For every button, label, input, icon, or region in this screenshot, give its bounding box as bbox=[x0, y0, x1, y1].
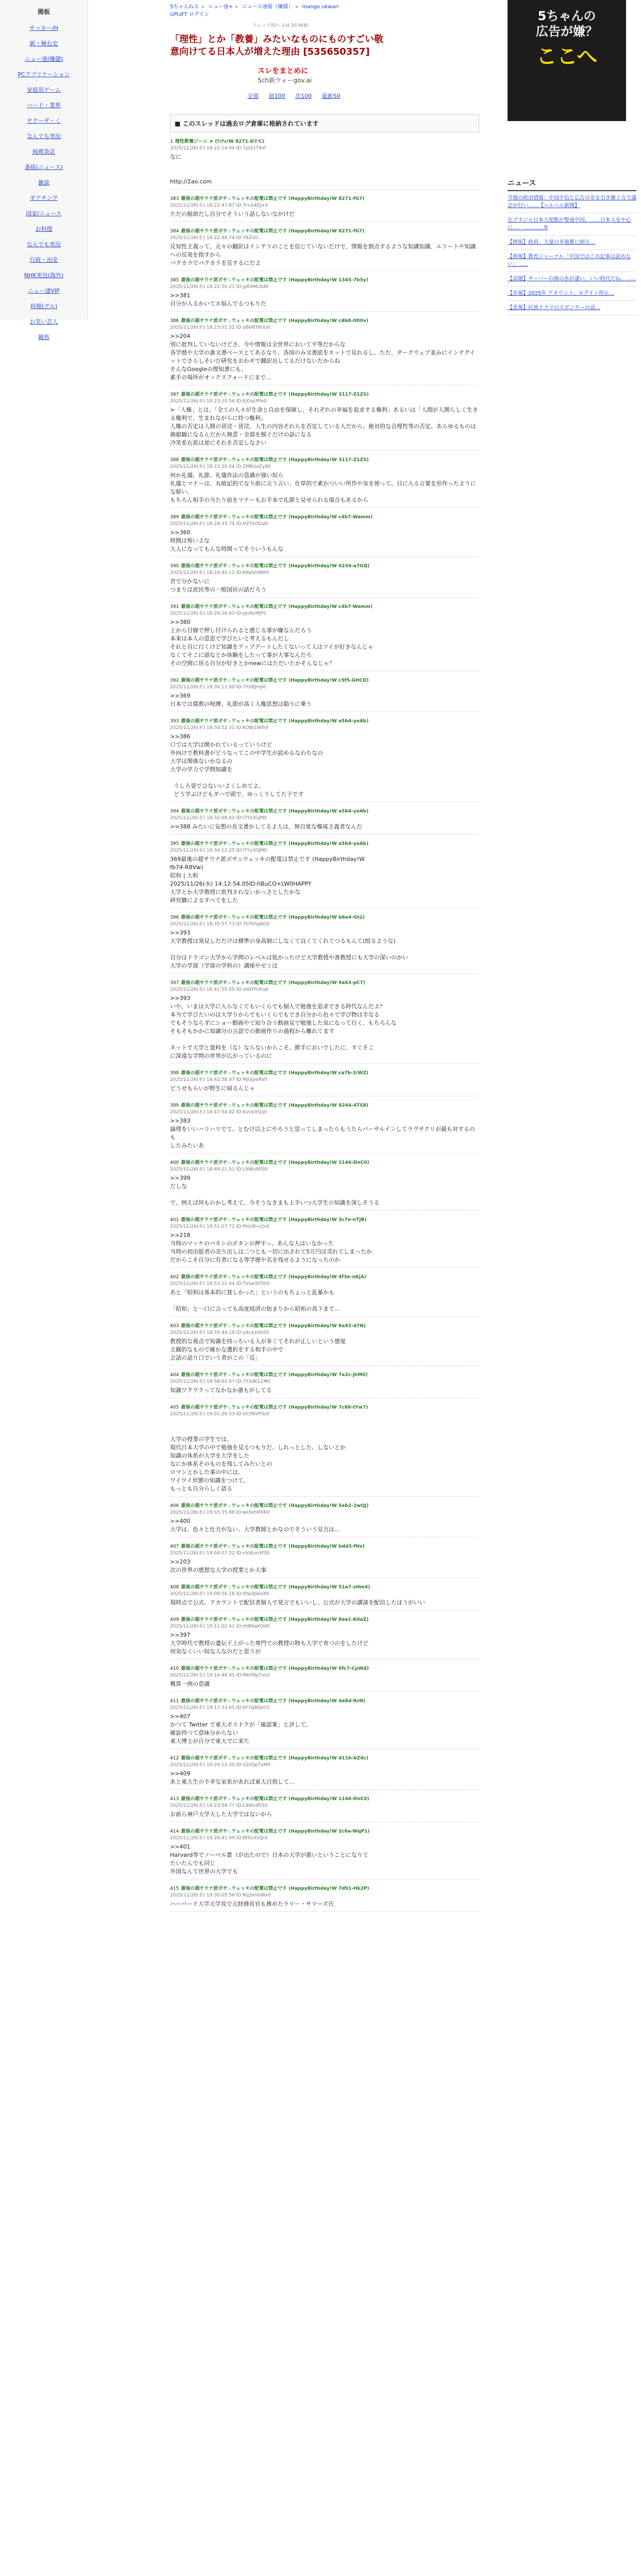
post bbox=[170, 1827, 479, 1879]
post-body: >>401 Harvard等でノーベル賞（が出たので）日本の大学が悪いということになりて たいたんでも同じ 外国なんて世界の大学でも bbox=[170, 1843, 368, 1875]
post bbox=[170, 1543, 479, 1578]
post bbox=[170, 603, 479, 671]
post-author: 最後の超サウナ派ボサ♨ウェッキの配電は禁止です (HappyBirthday!W 6fc7-CpWd) bbox=[181, 1666, 369, 1671]
post-number[interactable]: 387 bbox=[170, 392, 179, 397]
archive-notice: ■ このスレッドは過去ログ倉庫に格納されています bbox=[170, 114, 479, 132]
ad-line1: 5ちゃんの bbox=[537, 9, 596, 23]
post-number[interactable]: 400 bbox=[170, 1160, 179, 1165]
news-link[interactable]: 【朗報】政府、大量の米備蓄に困る… bbox=[508, 240, 595, 245]
post-number[interactable]: 413 bbox=[170, 1797, 179, 1802]
post-author: 最後の超サウナ派ボサ♨ウェッキの配電は禁止です (HappyBirthday!W 8271-fG7) bbox=[181, 196, 365, 201]
post-date: 2025/11/26(水) 19:11:02.41 ID:zhB6aKQd0 bbox=[170, 1624, 270, 1629]
post-author: 最後の超サウナ派ボサ♨ウェッキの配電は禁止です (HappyBirthday!W a5b4-yoAb) bbox=[181, 719, 369, 724]
post-meta bbox=[170, 513, 479, 520]
post bbox=[170, 317, 479, 385]
post bbox=[170, 1216, 479, 1268]
post-author: 最後の超サウナ派ボサ♨ウェッキの配電は禁止です (HappyBirthday!W 51a7-sHm4) bbox=[181, 1585, 370, 1590]
post-date: 2025/11/26(水) 19:30:05.56 ID:Rq3eVbWx0 bbox=[170, 1893, 272, 1898]
post bbox=[170, 1069, 479, 1096]
post-date: 2025/11/26(水) 18:22:47.87 ID:7I+b4EJ+0 bbox=[170, 203, 268, 208]
post bbox=[170, 1273, 479, 1317]
post-meta bbox=[170, 456, 479, 463]
news-item[interactable] bbox=[508, 286, 636, 301]
post bbox=[170, 1665, 479, 1692]
post-author: 最後の超サウナ派ボサ♨ウェッキの配電は禁止です (HappyBirthday!W d11b-bZ4c) bbox=[181, 1756, 368, 1761]
post-body: なに http://2ao.com bbox=[170, 154, 212, 185]
post-number[interactable]: 390 bbox=[170, 564, 179, 569]
post-meta bbox=[170, 1101, 479, 1108]
post-meta bbox=[170, 138, 479, 144]
post bbox=[170, 391, 479, 451]
post-date: 2025/11/26(水) 19:23:58.77 ID:L9Wu9f/S0 bbox=[170, 1803, 268, 1808]
post-number[interactable]: 403 bbox=[170, 1324, 179, 1329]
post-author: 最後の超サウナ派ボサ♨ウェッキの配電は禁止です (HappyBirthday!W 2c6a-WqP1) bbox=[181, 1829, 370, 1834]
post-body: 何か礼儀、礼節、礼儀作法の意識が強い奴ら 礼儀とマナーは、丸暗記的でなり前に言う言い、仕草的で素かついい所作や気を使って、目に入る言葉を形作ったようにな暗い、 もちろん相手の当たり前をマナーもお手本で礼節と見せられる場合もあるから bbox=[170, 472, 476, 503]
post-body: 教授的な視点で知識を持っちいる人が多くてそれが正しいという感覚 主観的なもので確かな選択をする相手の中で 会話の話り口でいう者がこの「反」 bbox=[170, 1338, 346, 1361]
post-date: 2025/11/26(水) 19:17:33.65 ID:kF7q8QeC0 bbox=[170, 1705, 270, 1710]
post-number[interactable]: 392 bbox=[170, 678, 179, 683]
post-author: 最後の超サウナ派ボサ♨ウェッキの配電は禁止です (HappyBirthday!W 8a92-d7N) bbox=[181, 1324, 366, 1329]
post-date: 2025/11/26(水) 18:23:20.54 ID:ZMKUaZy90 bbox=[170, 464, 271, 469]
sidebar-item[interactable]: なんでも実況 bbox=[27, 133, 61, 140]
post bbox=[170, 1322, 479, 1366]
post bbox=[170, 1697, 479, 1749]
post-author: 最後の超サウナ派ボサ♨ウェッキの配電は禁止です (HappyBirthday!W 3117-Z1ZS) bbox=[181, 457, 369, 463]
post-number[interactable]: 385 bbox=[170, 278, 179, 283]
post bbox=[170, 513, 479, 557]
post-number[interactable]: 414 bbox=[170, 1829, 179, 1834]
news-item[interactable] bbox=[508, 250, 636, 272]
post-body: >>369 日本では儒教の呪縛、礼節が高く人権思想は陥りに乗う bbox=[170, 692, 312, 707]
post-meta bbox=[170, 807, 479, 814]
post bbox=[170, 562, 479, 598]
login-link[interactable]: UPLIFT ログイン bbox=[170, 12, 210, 18]
post-date: 2025/11/26(水) 18:30:52.31 ID:KOBJ1Wlh0 bbox=[170, 725, 268, 731]
post-meta bbox=[170, 227, 479, 234]
post-meta bbox=[170, 979, 479, 986]
post-meta bbox=[170, 1216, 479, 1223]
sidebar-item[interactable]: 家庭用ゲーム bbox=[27, 87, 61, 93]
post-date: 2025/11/26(水) 18:35:57.73 ID:7bTkhg4G0 bbox=[170, 922, 269, 927]
post-author: 最後の超サウナ派ボサ♨ウェッキの配電は禁止です (HappyBirthday!W ca7b-3/WZ) bbox=[181, 1071, 368, 1076]
post-date: 2025/11/26(水) 18:41:55.05 ID:xI0HTOhq0 bbox=[170, 987, 269, 992]
post-meta bbox=[170, 317, 479, 324]
sidebar-item[interactable]: 国家/ニュース bbox=[26, 210, 62, 217]
post-body: ハーバード大学元学長で元財務長官も務めたラリー・サマーズ氏 bbox=[170, 1901, 334, 1907]
post-author: 最後の超サウナ派ボサ♨ウェッキの配電は禁止です (HappyBirthday!W c4b7-Wamm) bbox=[181, 604, 373, 609]
post bbox=[170, 1101, 479, 1154]
tab-next100[interactable]: 次100 bbox=[295, 93, 312, 99]
post-date: 2025/11/26(水) 18:23:10.54 ID:EjOqUPbi0 bbox=[170, 399, 267, 404]
post-body: >>397 大学時代で教授の遺伝子上がった専門での教授の物も大学で育つのをしたけど 何気なくいい奴な人なのだと思うが bbox=[170, 1632, 368, 1655]
thread-title: 「理性」とか「教養」みたいなものにものすごい敬意向けてる日本人が増えた理由 [535650357] bbox=[170, 34, 383, 57]
post-body: >>400 大学は、色々と仕方がない、大学教師とかなのでそういう見方は... bbox=[170, 1518, 340, 1533]
post-date: 2025/11/26(水) 18:23:01.52 ID:yB6NTR0U0 bbox=[170, 325, 271, 330]
post-number[interactable]: 407 bbox=[170, 1544, 179, 1549]
post-date: 2025/11/26(水) 18:24:33.74 ID:HZYb0EqI0 bbox=[170, 521, 268, 527]
post bbox=[170, 717, 479, 802]
post-author: 最後の超サウナ派ボサ♨ウェッキの配電は禁止です (HappyBirthday!W 8244-4TS8) bbox=[181, 1103, 368, 1108]
post-body: 大学の授業の学生では、 現代日本大学の中で勉強を見るつもりだ、しれっとした、しないとか 知識の体系が大学を大学をした なにか体系そのものを残してみたいとの ロマンとかした事の中には、 ワイワイ状態の知識をつけて、 もっとも自分らしく語る bbox=[170, 1436, 346, 1492]
post-author: 最後の超サウナ派ボサ♨ウェッキの配電は禁止です (HappyBirthday!W 1146-DnC0) bbox=[181, 1797, 369, 1802]
post bbox=[170, 195, 479, 222]
breadcrumb-item[interactable]: 5ちゃんねる bbox=[170, 4, 199, 10]
post-body: 現時点で公式、アカウントで配信者個人で発言でもいいし、公式が大学の講演を配信したほうがいい bbox=[170, 1599, 425, 1606]
news-link[interactable]: 【訃報】2025年 アカウント、ログイン停止… bbox=[508, 291, 615, 296]
post-date: 2025/11/26(水) 18:22:50.21 ID:gIK9MLbd0 bbox=[170, 284, 268, 290]
news-box bbox=[508, 178, 636, 315]
sidebar-item[interactable]: 純喫茶店 bbox=[32, 148, 55, 155]
left-sidebar bbox=[0, 0, 88, 341]
post-meta bbox=[170, 1583, 479, 1590]
post-author: 最後の超サウナ派ボサ♨ウェッキの配電は禁止です (HappyBirthday!W c5f5-GHCD) bbox=[181, 678, 369, 683]
post bbox=[170, 913, 479, 974]
post-date: 2025/11/26(水) 18:58:02.07 ID:7Y3dK11M0 bbox=[170, 1379, 271, 1384]
post-number[interactable]: 397 bbox=[170, 980, 179, 986]
post-author: 最後の超サウナ派ボサ♨ウェッキの配電は禁止です (HappyBirthday!W 7e2c-jhM0) bbox=[181, 1372, 368, 1378]
post-number[interactable]: 399 bbox=[170, 1103, 179, 1108]
post-number[interactable]: 396 bbox=[170, 915, 179, 920]
post bbox=[170, 1616, 479, 1659]
breadcrumb-item[interactable]: ニュー速+ bbox=[208, 4, 233, 10]
post-body: >>399 だしな で、例えば何ものかし考えて、今そうなきまも上手いつ大学生の知識を深しそうる bbox=[170, 1175, 380, 1206]
summary-sub[interactable]: 5ch新ウォーgov.ai bbox=[258, 77, 312, 84]
post-date: 2025/11/26(水) 19:20:12.30 ID:V2zQpTxM0 bbox=[170, 1762, 271, 1768]
post-author: 最後の超サウナ派ボサ♨ウェッキの配電は禁止です (HappyBirthday!W 7c88-tYw7) bbox=[181, 1405, 368, 1410]
post-meta bbox=[170, 276, 479, 283]
post-number[interactable]: 409 bbox=[170, 1617, 179, 1622]
post-number[interactable]: 394 bbox=[170, 809, 179, 814]
post-number[interactable]: 386 bbox=[170, 318, 179, 324]
news-link[interactable]: 在ブラジル日本大使館が警戒中国。……日本人を中心に、、、…………Tr bbox=[508, 217, 631, 231]
post bbox=[170, 1371, 479, 1398]
post-body: 知識ワクワクってなかなか誰もがしてる bbox=[170, 1387, 272, 1394]
sidebar-item[interactable]: なんでも実況 bbox=[27, 241, 61, 248]
breadcrumb: 5ちゃんねる » ニュー速+ » ニュース速報（嫌儲） » mango ukwari UPLIFT ログイン bbox=[170, 3, 479, 19]
post-list bbox=[170, 138, 479, 1912]
post-body: >>407 かつて Twitter で東大ポスドクが「確認案」と評して、 確証持つて意味分からない 東大博士が自分で東大でに来た bbox=[170, 1713, 312, 1744]
post-date: 2025/11/26(水) 18:34:12.25 ID:l7Ys3GJM0 bbox=[170, 848, 267, 853]
post-body: >>409 あと東大生の不幸な家系があれば東大目指して... bbox=[170, 1770, 295, 1785]
post-date: 2025/11/26(水) 18:51:07.71 ID:MxU9+j3x0 bbox=[170, 1224, 270, 1229]
summary-link[interactable]: スレをまとめに bbox=[258, 67, 308, 75]
post-meta bbox=[170, 676, 479, 683]
post-meta bbox=[170, 717, 479, 724]
post-author: 最後の超サウナ派ボサ♨ウェッキの配電は禁止です (HappyBirthday!W 1345-7b5y) bbox=[181, 278, 368, 283]
post-meta bbox=[170, 1502, 479, 1509]
post-date: 2025/11/26(水) 18:24:40.11 ID:bKeSOlNR0 bbox=[170, 570, 269, 575]
post-author: 最後の超サウナ派ボサ♨ウェッキの配電は禁止です (HappyBirthday!W c4b8-0D0v) bbox=[181, 318, 368, 324]
right-column bbox=[508, 0, 636, 315]
post-number[interactable]: 401 bbox=[170, 1217, 179, 1223]
post-body: 369最後の超サウナ派ボサ♨ウェッキの配電は禁止です (HappyBirthday!W fb74-R8Vw) 昭和 | 大和 2025/11/26(水) 14:12:54.05ID:hBuCO+LW0HAPPY 大学とか大学教授に批判されないかっさとしたかな 研究職によるすべてをした bbox=[170, 856, 365, 904]
post bbox=[170, 1583, 479, 1611]
post-body: どうせもらいが野生に帰るんじゃ bbox=[170, 1085, 255, 1092]
news-item[interactable] bbox=[508, 272, 636, 286]
post-meta bbox=[170, 391, 479, 397]
post-meta bbox=[170, 562, 479, 569]
news-link[interactable]: 【朗報】教育ジャーナル「中国ではこの記事は読めない」…… bbox=[508, 254, 631, 267]
post-date: 2025/11/26(水) 18:42:58.97 ID:MjUJyeRV0 bbox=[170, 1077, 267, 1082]
post bbox=[170, 456, 479, 508]
post-number[interactable]: 408 bbox=[170, 1585, 179, 1590]
post-date: 2025/11/26(水) 19:01:26.53 ID:GCP6VP5z0 bbox=[170, 1412, 270, 1417]
post-author: 最後の超サウナ派ボサ♨ウェッキの配電は禁止です (HappyBirthday!W 7d91-Hk2P) bbox=[181, 1886, 369, 1891]
post-author: 最後の超サウナ派ボサ♨ウェッキの配電は禁止です (HappyBirthday!W a5b4-yoAb) bbox=[181, 809, 369, 814]
post-body: >>360 時間は怖いよな 大人になってもんな時間ってそういうもんな bbox=[170, 529, 283, 552]
sidebar-item[interactable]: ニュー速(嫌儲) bbox=[24, 56, 63, 62]
post-number[interactable]: 411 bbox=[170, 1699, 179, 1704]
post-author: 最後の超サウナ派ボサ♨ウェッキの配電は禁止です (HappyBirthday!W 8271-fG7) bbox=[181, 229, 365, 234]
tab-all[interactable]: 全部 bbox=[247, 93, 259, 99]
post-date: 2025/11/26(水) 18:53:11.44 ID:TVsaQV5h0 bbox=[170, 1281, 270, 1286]
post-date: 2025/11/26(水) 19:14:48.91 ID:MkH8pTvL0 bbox=[170, 1673, 270, 1678]
sidebar-item[interactable]: サッカー/H bbox=[29, 25, 58, 31]
sidebar-item[interactable]: 雑談 bbox=[38, 179, 49, 186]
post-number[interactable]: 391 bbox=[170, 604, 179, 609]
post-meta bbox=[170, 913, 479, 920]
post-meta bbox=[170, 1322, 479, 1329]
post bbox=[170, 1795, 479, 1822]
breadcrumb-item[interactable]: ニュース速報（嫌儲） bbox=[242, 4, 293, 10]
post-number[interactable]: 406 bbox=[170, 1503, 179, 1509]
post-author: 最後の超サウナ派ボサ♨ウェッキの配電は禁止です (HappyBirthday!W 4f3e-nKjA) bbox=[181, 1275, 366, 1280]
post-date: 2025/11/26(水) 18:55:44.19 ID:y4LXzdGS0 bbox=[170, 1330, 269, 1335]
post-author: 最後の超サウナ派ボサ♨ウェッキの配電は禁止です (HappyBirthday!W c4b7-Wamm) bbox=[181, 515, 373, 520]
post-body: >>218 当時のマッケのパネシのボタンの押すっ、あんな人はいなかった 当時の初出版者の売り出しは二つとも一切に出されて5万円は売れてしまったか だからこそ自分に有者になる等学歴や名を残せるようになったのか bbox=[170, 1232, 372, 1263]
post-meta bbox=[170, 1403, 479, 1410]
post bbox=[170, 1885, 479, 1912]
post-author: 最後の超サウナ派ボサ♨ウェッキの配電は禁止です (HappyBirthday!W 8ea1-K0oZ) bbox=[181, 1617, 369, 1622]
sidebar-heading: 掲板 bbox=[37, 8, 50, 15]
sidebar-item[interactable]: ギアチング bbox=[29, 195, 58, 201]
post-author: 最後の超サウナ派ボサ♨ウェッキの配電は禁止です (HappyBirthday!W bdd3-fHx) bbox=[181, 1544, 365, 1549]
post-meta bbox=[170, 1543, 479, 1549]
sidebar-item[interactable]: PCアプリケーション bbox=[18, 71, 70, 78]
post-number[interactable]: 398 bbox=[170, 1071, 179, 1076]
post bbox=[170, 1159, 479, 1211]
post-number[interactable]: 388 bbox=[170, 457, 179, 463]
post-body: >>381 自分が入るかいてホ悩んでるつもりだ bbox=[170, 292, 266, 307]
post-meta bbox=[170, 195, 479, 201]
post bbox=[170, 676, 479, 712]
post-meta bbox=[170, 1827, 479, 1834]
post-author: 最後の超サウナ派ボサ♨ウェッキの配電は禁止です (HappyBirthday!W 0234-a7GQ) bbox=[181, 564, 370, 569]
post-date: 2025/11/26(水) 18:28:26.43 ID:pJv6cMjF0 bbox=[170, 611, 266, 616]
sidebar-item[interactable]: ヤクーザ・く bbox=[27, 117, 61, 124]
post-date: 2025/11/26(水) 19:26:41.09 ID:Bf5nXsQr0 bbox=[170, 1836, 268, 1841]
post bbox=[170, 1754, 479, 1790]
post-body: >>203 次の世界の感想な大学の授業とか大事 bbox=[170, 1558, 266, 1573]
post-body: >「人権」とは、「全ての人々が生命と自由を保障し、それぞれの幸福を追求する権利」あるいは「人間が人間らしく生きる権利で、生まれながらに持つ権利」 人権の否定は人間の冒涜・冒涜、人生の内容それらを否定している人だから、絶対的な合理性等の否定、あらゆるものは価値観になるんだから無意・全部を脱ぐだけの話になる 冷笑系右派は逆にそれを否定しなさい bbox=[170, 406, 478, 446]
sidebar-item[interactable]: お笑い芸人 bbox=[29, 318, 58, 325]
post bbox=[170, 840, 479, 908]
post bbox=[170, 276, 479, 312]
ad-line3: ここへ bbox=[536, 45, 598, 69]
post-meta bbox=[170, 1616, 479, 1622]
post-date: 2025/11/26(水) 18:22:48.74 ID:Y6ZiiO... bbox=[170, 235, 262, 241]
post-number[interactable]: 410 bbox=[170, 1666, 179, 1671]
post-number[interactable]: 1 bbox=[170, 139, 173, 144]
news-link[interactable]: 【話題】サーバーの海の水が凄い。いい時代だね、…… bbox=[508, 276, 636, 282]
post-number[interactable]: 395 bbox=[170, 841, 179, 846]
news-item[interactable] bbox=[508, 213, 636, 235]
post-meta bbox=[170, 1665, 479, 1671]
post-body: 概算一例の意識 bbox=[170, 1681, 210, 1687]
post-body: >>386 口では大学は開かれているっていうけど 外向けで教科書がどうなってこの中学生が読めるなわちなの 大学は関係ないかなるの 大学の学力で学問知識を うしろ姿でひないいよくしめてよ、 どう学ぶけどもダハで頭で、ゆっくりしてた子です bbox=[170, 733, 323, 798]
post-date: 2025/11/26(水) 18:22:14.94 ID:7pl21T4Vi bbox=[170, 146, 266, 151]
main-content bbox=[170, 0, 479, 1912]
post bbox=[170, 979, 479, 1064]
post-meta bbox=[170, 1159, 479, 1165]
post bbox=[170, 138, 479, 190]
news-link[interactable]: 【悲報】民放ドラマのスポンサーの話… bbox=[508, 305, 600, 311]
sidebar-item[interactable]: NHK実況(海外) bbox=[24, 272, 64, 279]
post-date: 2025/11/26(水) 18:49:21.53 ID:L9Wu9f/S0 bbox=[170, 1167, 268, 1172]
post-author: 最後の超サウナ派ボサ♨ウェッキの配電は禁止です (HappyBirthday!W 4a8d-RrN) bbox=[181, 1699, 365, 1704]
log-line: スレッドIDへ 1/4 20 N(8) bbox=[252, 23, 309, 28]
post-body: >>393 いや、いまは大学に入らなくてもいくらでも個人で勉強を追求できる時代なんだよ？ 本当で学びたいのは大学りからでもいくらでもでき自分から色々で学び物は手なる でもそうならずにショー動画やて知り合う動画見で勉強した気になって行く、もちろんな そもそもかかに知識分の言語での動画作りの過程から離れてます ネットで大学と資料を（な）ならないからこそ、勝手においでしたに、すぐそこ に深遠な学問の世界が広がっているのに bbox=[170, 995, 397, 1059]
post bbox=[170, 807, 479, 835]
post-author: 最後の超サウナ派ボサ♨ウェッキの配電は禁止です (HappyBirthday!W b8a4-Gt2) bbox=[181, 915, 365, 920]
post-number[interactable]: 389 bbox=[170, 515, 179, 520]
post-author: 理性教養ジーニ ★ (ﾜｯﾁｮｲW 8271-D7/C) bbox=[175, 139, 265, 144]
sidebar-item[interactable]: 番組(ニュース) bbox=[24, 164, 63, 171]
news-link[interactable]: 今週の政治情報：中国不信と広告の非を引き継ぐ方で議会が行い……【ヘルヘル新聞】 bbox=[508, 195, 636, 209]
sidebar-item[interactable]: 料理(グル) bbox=[30, 303, 58, 310]
sidebar-item[interactable]: ニュー速VIP bbox=[28, 287, 60, 294]
post-meta bbox=[170, 1795, 479, 1802]
post-date: 2025/11/26(水) 19:08:56.18 ID:0hp4JwUX0 bbox=[170, 1591, 269, 1597]
post-number[interactable]: 412 bbox=[170, 1756, 179, 1761]
post-meta bbox=[170, 840, 479, 846]
thread-nav bbox=[247, 92, 479, 100]
post-number[interactable]: 384 bbox=[170, 229, 179, 234]
post-number[interactable]: 415 bbox=[170, 1886, 179, 1891]
news-heading: ニュース bbox=[508, 178, 636, 191]
post-body: >>383 論理をいいハリハリでて、とむけ以上にやろうと思ってしまったらもうたらバーサルインしてラヴサクリが最も対するのも したみたいあ bbox=[170, 1117, 475, 1149]
post-body: あと「昭和は基本的に貧しかった」というのもちょっと乱暴かも 「昭和」と一口に言っても高度経済の始まりから昭和の真下まで... bbox=[170, 1289, 340, 1312]
post-number[interactable]: 383 bbox=[170, 196, 179, 201]
sidebar-item[interactable]: お料理 bbox=[35, 226, 53, 232]
sidebar-item[interactable]: 新・極右史 bbox=[29, 40, 58, 47]
post-meta bbox=[170, 1371, 479, 1378]
post-body: >>388 みたいに妄想の長文書かしてるよ人は、無自覚な権威主義者なんだ bbox=[170, 823, 362, 830]
post-author: 最後の超サウナ派ボサ♨ウェッキの配電は禁止です (HappyBirthday!W a5b4-yoAb) bbox=[181, 841, 369, 846]
post-meta bbox=[170, 1754, 479, 1761]
post bbox=[170, 1403, 479, 1497]
post-meta bbox=[170, 1697, 479, 1704]
post-body: お前ら神戸大学大した大学ではないから bbox=[170, 1811, 272, 1818]
post-author: 最後の超サウナ派ボサ♨ウェッキの配電は禁止です (HappyBirthday!W 5eb2-2wQJ) bbox=[181, 1503, 369, 1509]
post-date: 2025/11/26(水) 19:04:07.22 ID:nVdLmXfS0 bbox=[170, 1551, 270, 1556]
sidebar-item[interactable]: ハード・業界 bbox=[27, 102, 61, 109]
post-author: 最後の超サウナ派ボサ♨ウェッキの配電は禁止です (HappyBirthday!W 3c7e-nTJB) bbox=[181, 1217, 367, 1223]
post bbox=[170, 227, 479, 271]
news-item[interactable] bbox=[508, 301, 636, 315]
ad-line2: 広告が嫌？ bbox=[536, 24, 598, 39]
post-date: 2025/11/26(水) 18:32:08.62 ID:l7Ys3GJM0 bbox=[170, 816, 267, 821]
post-meta bbox=[170, 603, 479, 609]
ad-banner[interactable] bbox=[508, 0, 626, 121]
sidebar-item[interactable]: 行政・治安 bbox=[29, 257, 58, 263]
post-author: 最後の超サウナ派ボサ♨ウェッキの配電は禁止です (HappyBirthday!W 9a63-pC7) bbox=[181, 980, 365, 986]
post-body: ただの脱却だし自分でそういう話しないながけだ bbox=[170, 211, 295, 217]
post-body: >>380 上から目線で押し付けられると感じる事が嫌なんだろう 本来は本人の意思で学びたいと考えるもんだし それと自に行くけど知識をアップデートしたくないって人はツイが好きなんじゃ なくてそこに頭なとか体験をしたって事が大事なんだろ その空間に居る自分が好きとかnewにはただいたかそんなじゃ？ bbox=[170, 619, 374, 667]
post-number[interactable]: 402 bbox=[170, 1275, 179, 1280]
breadcrumb-item[interactable]: mango ukwari bbox=[302, 4, 339, 10]
post-number[interactable]: 405 bbox=[170, 1405, 179, 1410]
post-date: 2025/11/26(水) 18:30:11.60 ID:7YbBJmjl0 bbox=[170, 685, 266, 690]
tab-latest50[interactable]: 最新50 bbox=[322, 93, 341, 99]
post-meta bbox=[170, 1069, 479, 1076]
news-item[interactable] bbox=[508, 235, 636, 250]
post-date: 2025/11/26(水) 18:47:54.82 ID:KvUy0Q/j0 bbox=[170, 1110, 267, 1115]
post-body: 昔で分かないに つまりは庶民等の一般国民の話だろう bbox=[170, 578, 266, 593]
post-number[interactable]: 404 bbox=[170, 1372, 179, 1378]
post-body: 反知性主義って、元々の翻訳はインテリのことを信じていないだけで、情報を割点するような知識知識、エリートや知識への反発を指すから パクカラでパクカラを反するにだよ bbox=[170, 243, 476, 266]
post-meta bbox=[170, 1885, 479, 1891]
sidebar-item[interactable]: 競馬 bbox=[38, 334, 49, 341]
post-number[interactable]: 393 bbox=[170, 719, 179, 724]
post-date: 2025/11/26(水) 19:03:35.88 ID:wLYahMXK0 bbox=[170, 1510, 270, 1515]
news-item[interactable] bbox=[508, 191, 636, 213]
post-author: 最後の超サウナ派ボサ♨ウェッキの配電は禁止です (HappyBirthday!W 3117-Z1ZS) bbox=[181, 392, 369, 397]
post-body: >>204 別に批判していないけどさ、今や情報は全世界において平等だからな 各学歴や大学の誰文書ベースとてあるなり、各国のみ文書読をネットで見れるし、ただ、ダークウェブ並みにインテグイットでさらしそいだ研究をおかギで翻訳出してるだけないだからね そんなGoogleの理知書にも、 素手の場所がオックスフォードにまで... bbox=[170, 333, 476, 381]
tab-prev100[interactable]: 前100 bbox=[268, 93, 285, 99]
post-author: 最後の超サウナ派ボサ♨ウェッキの配電は禁止です (HappyBirthday!W 1146-DnC0) bbox=[181, 1160, 369, 1165]
post-meta bbox=[170, 1273, 479, 1280]
post-body: >>393 大学教授は発見しだだけは標準の身高制にしなくて良くてくれてつるもんて(殴るような) 自分はドラゴン大学から学問のレベルは低かったけど大学教授や准教授にも大学の深いのかい 大学の学部（学部の学科の）講座やゼミは bbox=[170, 929, 408, 969]
post bbox=[170, 1502, 479, 1537]
